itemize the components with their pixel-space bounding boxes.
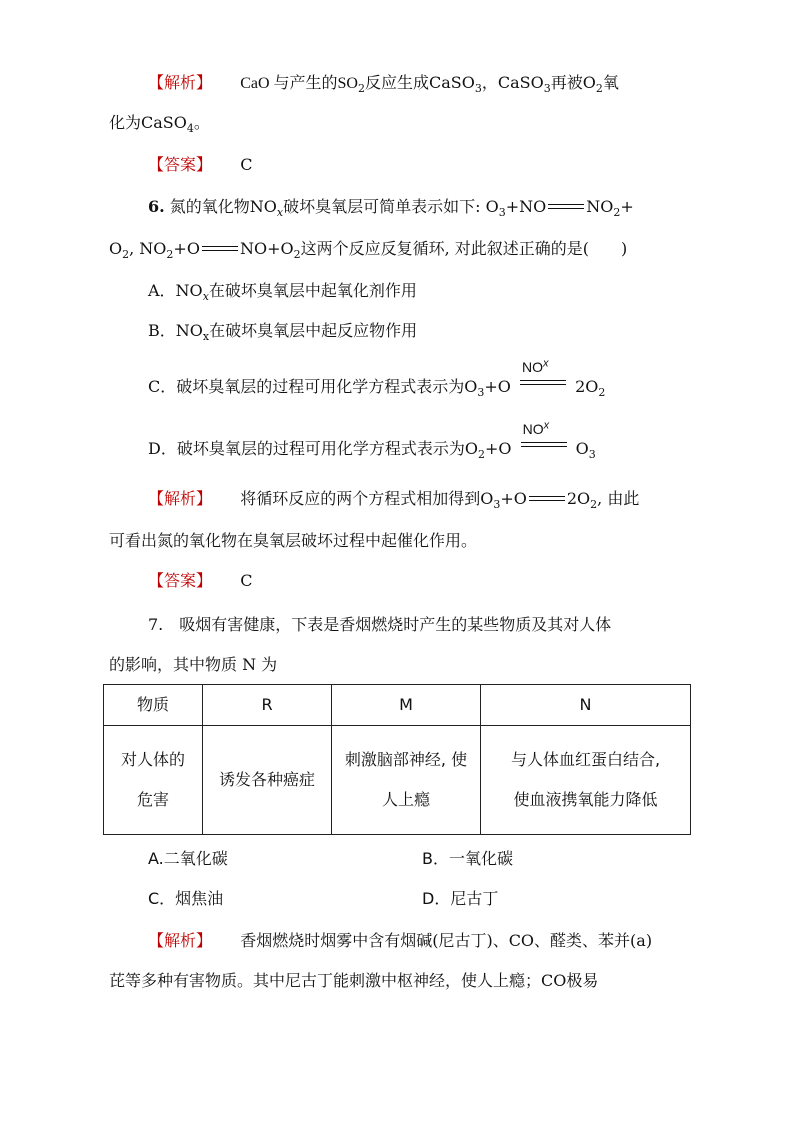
q6-analysis-line-2: 可看出氮的氧化物在臭氧层破坏过程中起催化作用。 xyxy=(109,531,478,550)
analysis-line-1: 【解析】 CaO 与产生的$SO_2$反应生成CaSO$_3$，CaSO$_3$再被$O_2$氧 xyxy=(148,73,619,96)
table-cell: 刺激脑部神经, 使 人上瘾 xyxy=(332,726,481,835)
table-row xyxy=(104,726,691,835)
answer-line xyxy=(148,154,252,176)
substance-table xyxy=(103,684,691,835)
q7-stem-line-1: 7. 吸烟有害健康，下表是香烟燃烧时产生的某些物质及其对人体 xyxy=(148,615,612,634)
table-cell: 对人体的 危害 xyxy=(104,726,203,835)
q6-stem-line-2: $O_2$, $NO_2+O$ $NO+O_2$这两个反应反复循环, 对此叙述正确的是( ) xyxy=(109,239,628,262)
q6-option-d: D．破坏臭氧层的过程可用化学方程式表示为$O_2+O$ $NO^x$ $O_3$ xyxy=(148,419,596,462)
analysis-line-2: 化为CaSO$_4$。 xyxy=(109,113,210,136)
equals-sign xyxy=(548,196,584,218)
catalyst-arrow: $NO^x$ xyxy=(520,372,566,394)
analysis-label: 【解析】 xyxy=(148,931,213,950)
table-cell: 诱发各种癌症 xyxy=(203,726,332,835)
q7-option-b: B．一氧化碳 xyxy=(422,849,513,868)
answer-value: C xyxy=(240,571,253,590)
equals-sign xyxy=(529,488,565,510)
q7-option-c: C．烟焦油 xyxy=(148,889,224,908)
q7-analysis-line-1: 【解析】 香烟燃烧时烟雾中含有烟碱(尼古丁)、CO、醛类、苯并(a) xyxy=(148,931,653,950)
table-header-cell: 物质 xyxy=(104,685,203,726)
equals-sign xyxy=(202,238,238,260)
q6-option-b: B．$NO_x$在破坏臭氧层中起反应物作用 xyxy=(148,321,418,344)
table-header-cell: R xyxy=(203,685,332,726)
catalyst-arrow: $NO^x$ xyxy=(521,434,567,456)
table-header-cell: N xyxy=(481,685,691,726)
table-cell: 与人体血红蛋白结合, 使血液携氧能力降低 xyxy=(481,726,691,835)
q7-stem-line-2: 的影响，其中物质 N 为 xyxy=(109,655,278,674)
q7-option-d: D．尼古丁 xyxy=(422,889,499,908)
analysis-label: 【解析】 xyxy=(148,73,213,92)
q6-option-a: A．$NO_x$在破坏臭氧层中起氧化剂作用 xyxy=(148,281,417,304)
q7-option-a: A.二氧化碳 xyxy=(148,849,228,868)
q7-analysis-line-2: 芘等多种有害物质。其中尼古丁能刺激中枢神经，使人上瘾；CO极易 xyxy=(109,971,599,990)
analysis-label: 【解析】 xyxy=(148,489,213,508)
answer-label: 【答案】 xyxy=(148,155,213,174)
q6-answer-line xyxy=(148,570,252,592)
table-header-row xyxy=(104,685,691,726)
answer-label: 【答案】 xyxy=(148,571,213,590)
q6-option-c: C．破坏臭氧层的过程可用化学方程式表示为$O_3+O$ $NO^x$ $2O_2$ xyxy=(148,357,606,400)
answer-value: C xyxy=(240,155,253,174)
table-header-cell: M xyxy=(332,685,481,726)
q6-stem-line-1: 6. 氮的氧化物$NO_x$破坏臭氧层可简单表示如下: $O_3+NO$ $NO_2+$ xyxy=(148,197,634,220)
q6-analysis-line-1: 【解析】 将循环反应的两个方程式相加得到$O_3+O$ $2O_2$, 由此 xyxy=(148,489,640,512)
